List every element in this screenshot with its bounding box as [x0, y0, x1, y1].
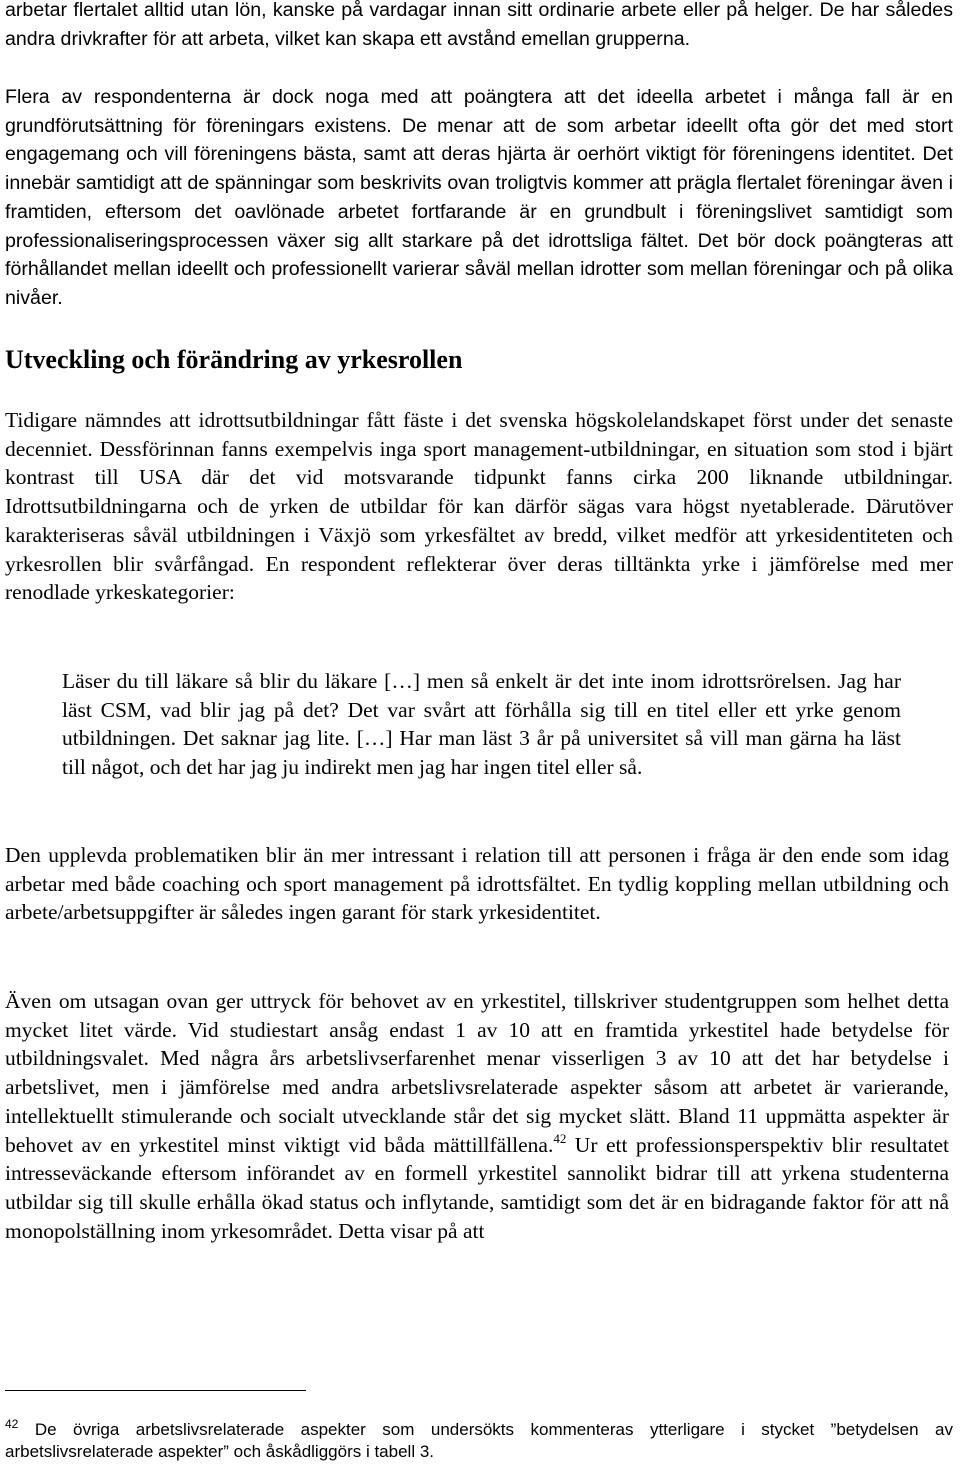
paragraph-text-after-ref: Ur ett professionsperspektiv blir resultatet intresseväckande eftersom införandet av en formell yrkestitel sannolikt bidrar till att yrkena studenterna utbildar sig till skulle erhålla ökad status och inflytande, samtidigt som det är en bidragande faktor för att nå monopolställning inom yrkesområdet. Detta visar på att	[5, 1132, 949, 1243]
paragraph-text-before-ref: Även om utsagan ovan ger uttryck för behovet av en yrkestitel, tillskriver studentgruppen som helhet detta mycket litet värde. Vid studiestart ansåg endast 1 av 10 att en framtida yrkestitel hade betydelse för utbildningsvalet. Med några års arbetslivserfarenhet menar visserligen 3 av 10 att det har betydelse i arbetslivet, men i jämförelse med andra arbetslivsrelaterade aspekter såsom att arbetet är varierande, intellektuellt stimulerande och socialt utvecklande står det sig mycket slätt. Bland 11 uppmätta aspekter är behovet av en yrkestitel minst viktigt vid båda mättillfällena.	[5, 989, 949, 1157]
footnote	[5, 1419, 953, 1463]
footnote-separator	[5, 1390, 306, 1391]
body-paragraph-tidigare: Tidigare nämndes att idrottsutbildningar fått fäste i det svenska högskolelandskapet först under det senaste decenniet. Dessförinnan fanns exempelvis inga sport management-utbildningar, en situation som stod i bjärt kontrast till USA där det vid motsvarande tidpunkt fanns cirka 200 liknande utbildningar. Idrottsutbildningarna och de yrken de utbildar för kan därför sägas vara högst nyetablerade. Därutöver karakteriseras såväl utbildningen i Växjö som yrkesfältet av bredd, vilket medför att yrkesidentiteten och yrkesrollen blir svårfångad. En respondent reflekterar över deras tilltänkta yrke i jämförelse med mer renodlade yrkeskategorier:	[5, 408, 953, 605]
section-heading: Utveckling och förändring av yrkesrollen	[5, 345, 463, 374]
body-paragraph-aven	[5, 987, 949, 1245]
body-paragraph-intro: arbetar flertalet alltid utan lön, kanske på vardagar innan sitt ordinarie arbete eller på helger. De har således andra drivkrafter för att arbeta, vilket kan skapa ett avstånd emellan grupperna.	[5, 0, 953, 50]
footnote-reference[interactable]: 42	[553, 1130, 567, 1146]
block-quote: Läser du till läkare så blir du läkare […] men så enkelt är det inte inom idrottsrörelsen. Jag har läst CSM, vad blir jag på det? Det var svårt att förhålla sig till en titel eller ett yrke genom utbildningen. Det saknar jag lite. […] Har man läst 3 år på universitet så vill man gärna ha läst till något, och det har jag ju indirekt men jag har ingen titel eller så.	[62, 669, 901, 780]
body-paragraph-upplevda: Den upplevda problematiken blir än mer intressant i relation till att personen i fråga är den ende som idag arbetar med både coaching och sport management på idrottsfältet. En tydlig koppling mellan utbildning och arbete/arbetsuppgifter är således ingen garant för stark yrkesidentitet.	[5, 843, 949, 925]
footnote-text: De övriga arbetslivsrelaterade aspekter som undersökts kommenteras ytterligare i stycket ”betydelsen av arbetslivsrelaterade aspekter” och åskådliggörs i tabell 3.	[5, 1420, 953, 1461]
body-paragraph-flera: Flera av respondenterna är dock noga med att poängtera att det ideella arbetet i många fall är en grundförutsättning för föreningars existens. De menar att de som arbetar ideellt ofta gör det med stort engagemang och vill föreningens bästa, samt att deras hjärta är oerhört viktigt för föreningens identitet. Det innebär samtidigt att de spänningar som beskrivits ovan troligtvis kommer att prägla flertalet föreningar även i framtiden, eftersom det oavlönade arbetet fortfarande är en grundbult i föreningslivet samtidigt som professionaliseringsprocessen växer sig allt starkare på det idrottsliga fältet. Det bör dock poängteras att förhållandet mellan ideellt och professionellt varierar såväl mellan idrotter som mellan föreningar och på olika nivåer.	[5, 86, 953, 309]
footnote-number: 42	[5, 1417, 19, 1431]
